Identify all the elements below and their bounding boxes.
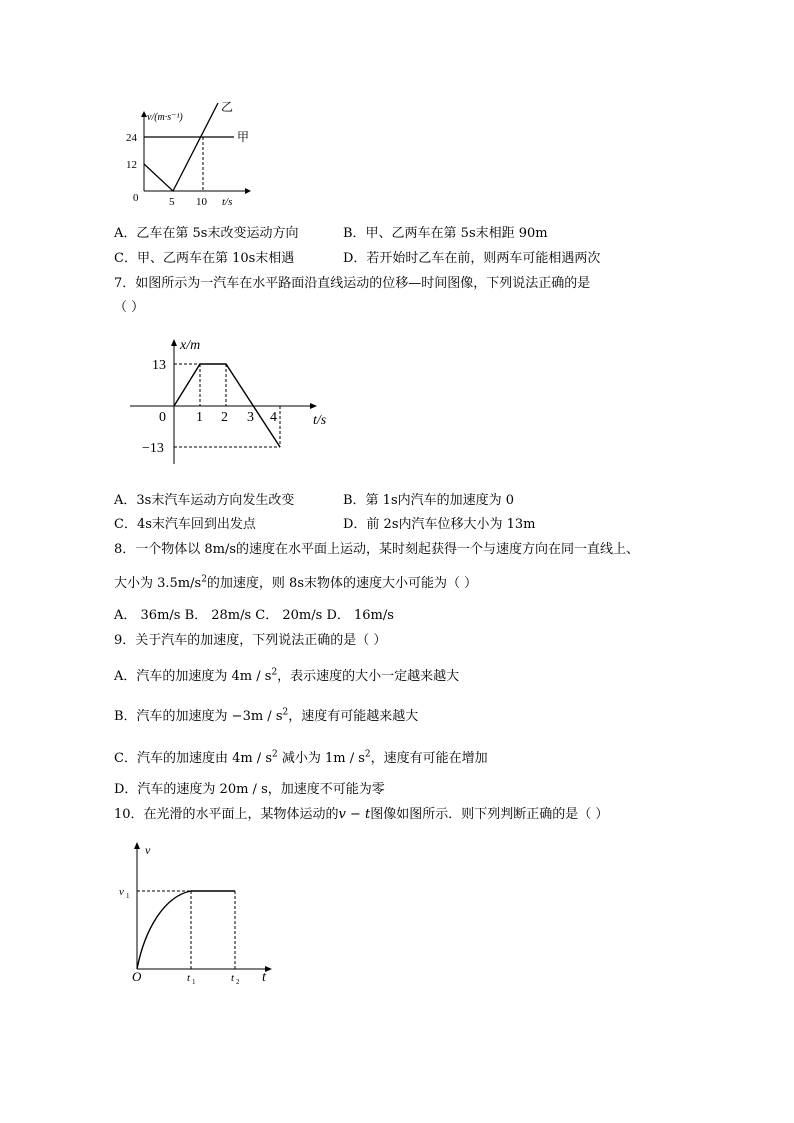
q6-option-b: B．甲、乙两车在第 5s末相距 90m [343,226,548,241]
x-axis-arrow [310,403,317,409]
q10-stem-a: 10．在光滑的水平面上，某物体运动的 [114,807,339,822]
q9-a-sup: 2 [271,667,278,678]
q9-b-text2: ，速度有可能越来越大 [288,709,419,724]
vt-curve [137,891,235,969]
q6-option-d: D．若开始时乙车在前，则两车可能相遇两次 [343,251,601,266]
y-axis-arrow [134,842,140,849]
x-axis-label: t [262,970,266,985]
xt-graph [130,335,350,470]
q9-c-sup2: 2 [364,749,371,760]
q7-options-row2 [114,516,536,534]
origin-label: 0 [159,410,166,425]
q9-b-sup: 2 [282,707,289,718]
q9-option-a [114,668,459,686]
y-tick-neg13: −13 [142,441,164,456]
q7-option-c: C．4s末汽车回到出发点 [114,517,256,532]
x-axis-arrow [265,966,272,972]
q7-option-d: D．前 2s内汽车位移大小为 13m [343,517,536,532]
q9-c-text: C．汽车的加速度由 4m / s [114,751,272,766]
q9-c-text2: ，速度有可能在增加 [370,751,488,766]
y-axis-label: v/(m·s⁻¹) [147,112,183,123]
q9-c-sup: 2 [272,749,278,760]
y-tick-24: 24 [126,132,137,144]
q7-paren: （ ） [114,300,145,315]
origin-label: O [132,969,142,984]
x-tick-1: 1 [196,410,203,425]
y-axis-arrow [171,339,177,346]
q6-option-c: C．甲、乙两车在第 10s末相遇 [114,251,295,266]
q9-option-b [114,708,418,726]
q8-stem-sup: 2 [201,574,207,585]
q7-options-row1 [114,492,514,510]
vt-graph-3 [115,838,285,986]
q9-a-text: A．汽车的加速度为 4m / s [114,669,272,684]
t2-label: t [231,972,235,984]
q6-options-row2 [114,250,600,268]
q8-stem-line2 [114,575,477,593]
q10-stem-b: 图像如图所示．则下列判断正确的是（ ） [370,807,609,822]
vt-graph-1 [120,100,280,215]
q6-options-row1 [114,225,548,243]
q8-options: A． 36m/s B． 28m/s C． 20m/s D． 16m/s [114,608,394,623]
q7-stem: 7．如图所示为一汽车在水平路面沿直线运动的位移—时间图像，下列说法正确的是 [114,276,591,291]
t1-sub: 1 [192,978,196,986]
q9-option-d: D．汽车的速度为 20m / s，加速度不可能为零 [114,782,385,797]
origin-label: 0 [133,192,139,204]
x-tick-4: 4 [270,410,277,425]
x-tick-10: 10 [196,196,207,208]
x-tick-2: 2 [221,410,228,425]
label-yi: 乙 [221,100,234,114]
q9-b-text: B．汽车的加速度为 −3m / s [114,709,283,724]
x-axis-arrow [245,188,251,194]
y-tick-12: 12 [126,159,137,171]
q9-option-c [114,750,488,768]
x-axis-label: t/s [222,196,233,208]
y-tick-13: 13 [152,358,166,373]
q7-option-a: A．3s末汽车运动方向发生改变 [114,493,295,508]
t2-sub: 2 [236,978,240,986]
x-axis-label: t/s [313,413,327,428]
q7-option-b: B．第 1s内汽车的加速度为 0 [343,493,515,508]
t1-label: t [187,972,191,984]
q8-stem-line1: 8．一个物体以 8m/s的速度在水平面上运动，某时刻起获得一个与速度方向在同一直线上、 [114,542,640,557]
v1-sub: 1 [126,892,130,900]
y-axis-label: x/m [180,338,201,353]
x-tick-3: 3 [247,410,254,425]
figure-vt-curve [115,838,285,986]
x-tick-5: 5 [169,196,175,208]
q6-option-a: A．乙车在第 5s末改变运动方向 [114,226,299,241]
q8-stem-part-b: 的加速度，则 8s末物体的速度大小可能为（ ） [206,576,478,591]
y-axis-label: v [145,843,151,857]
v1-label: v [119,886,124,898]
q8-stem-part-a: 大小为 3.5m/s [114,576,202,591]
q10-stem [114,806,608,824]
figure-vt-jia-yi [120,100,280,215]
label-jia: 甲 [237,130,250,144]
q9-c-mid: 减小为 1m / s [277,751,365,766]
q10-stem-vt: v − t [338,807,371,822]
figure-xt [130,335,350,470]
q9-stem: 9．关于汽车的加速度，下列说法正确的是（ ） [114,633,387,648]
q9-a-text2: ，表示速度的大小一定越来越大 [277,669,460,684]
